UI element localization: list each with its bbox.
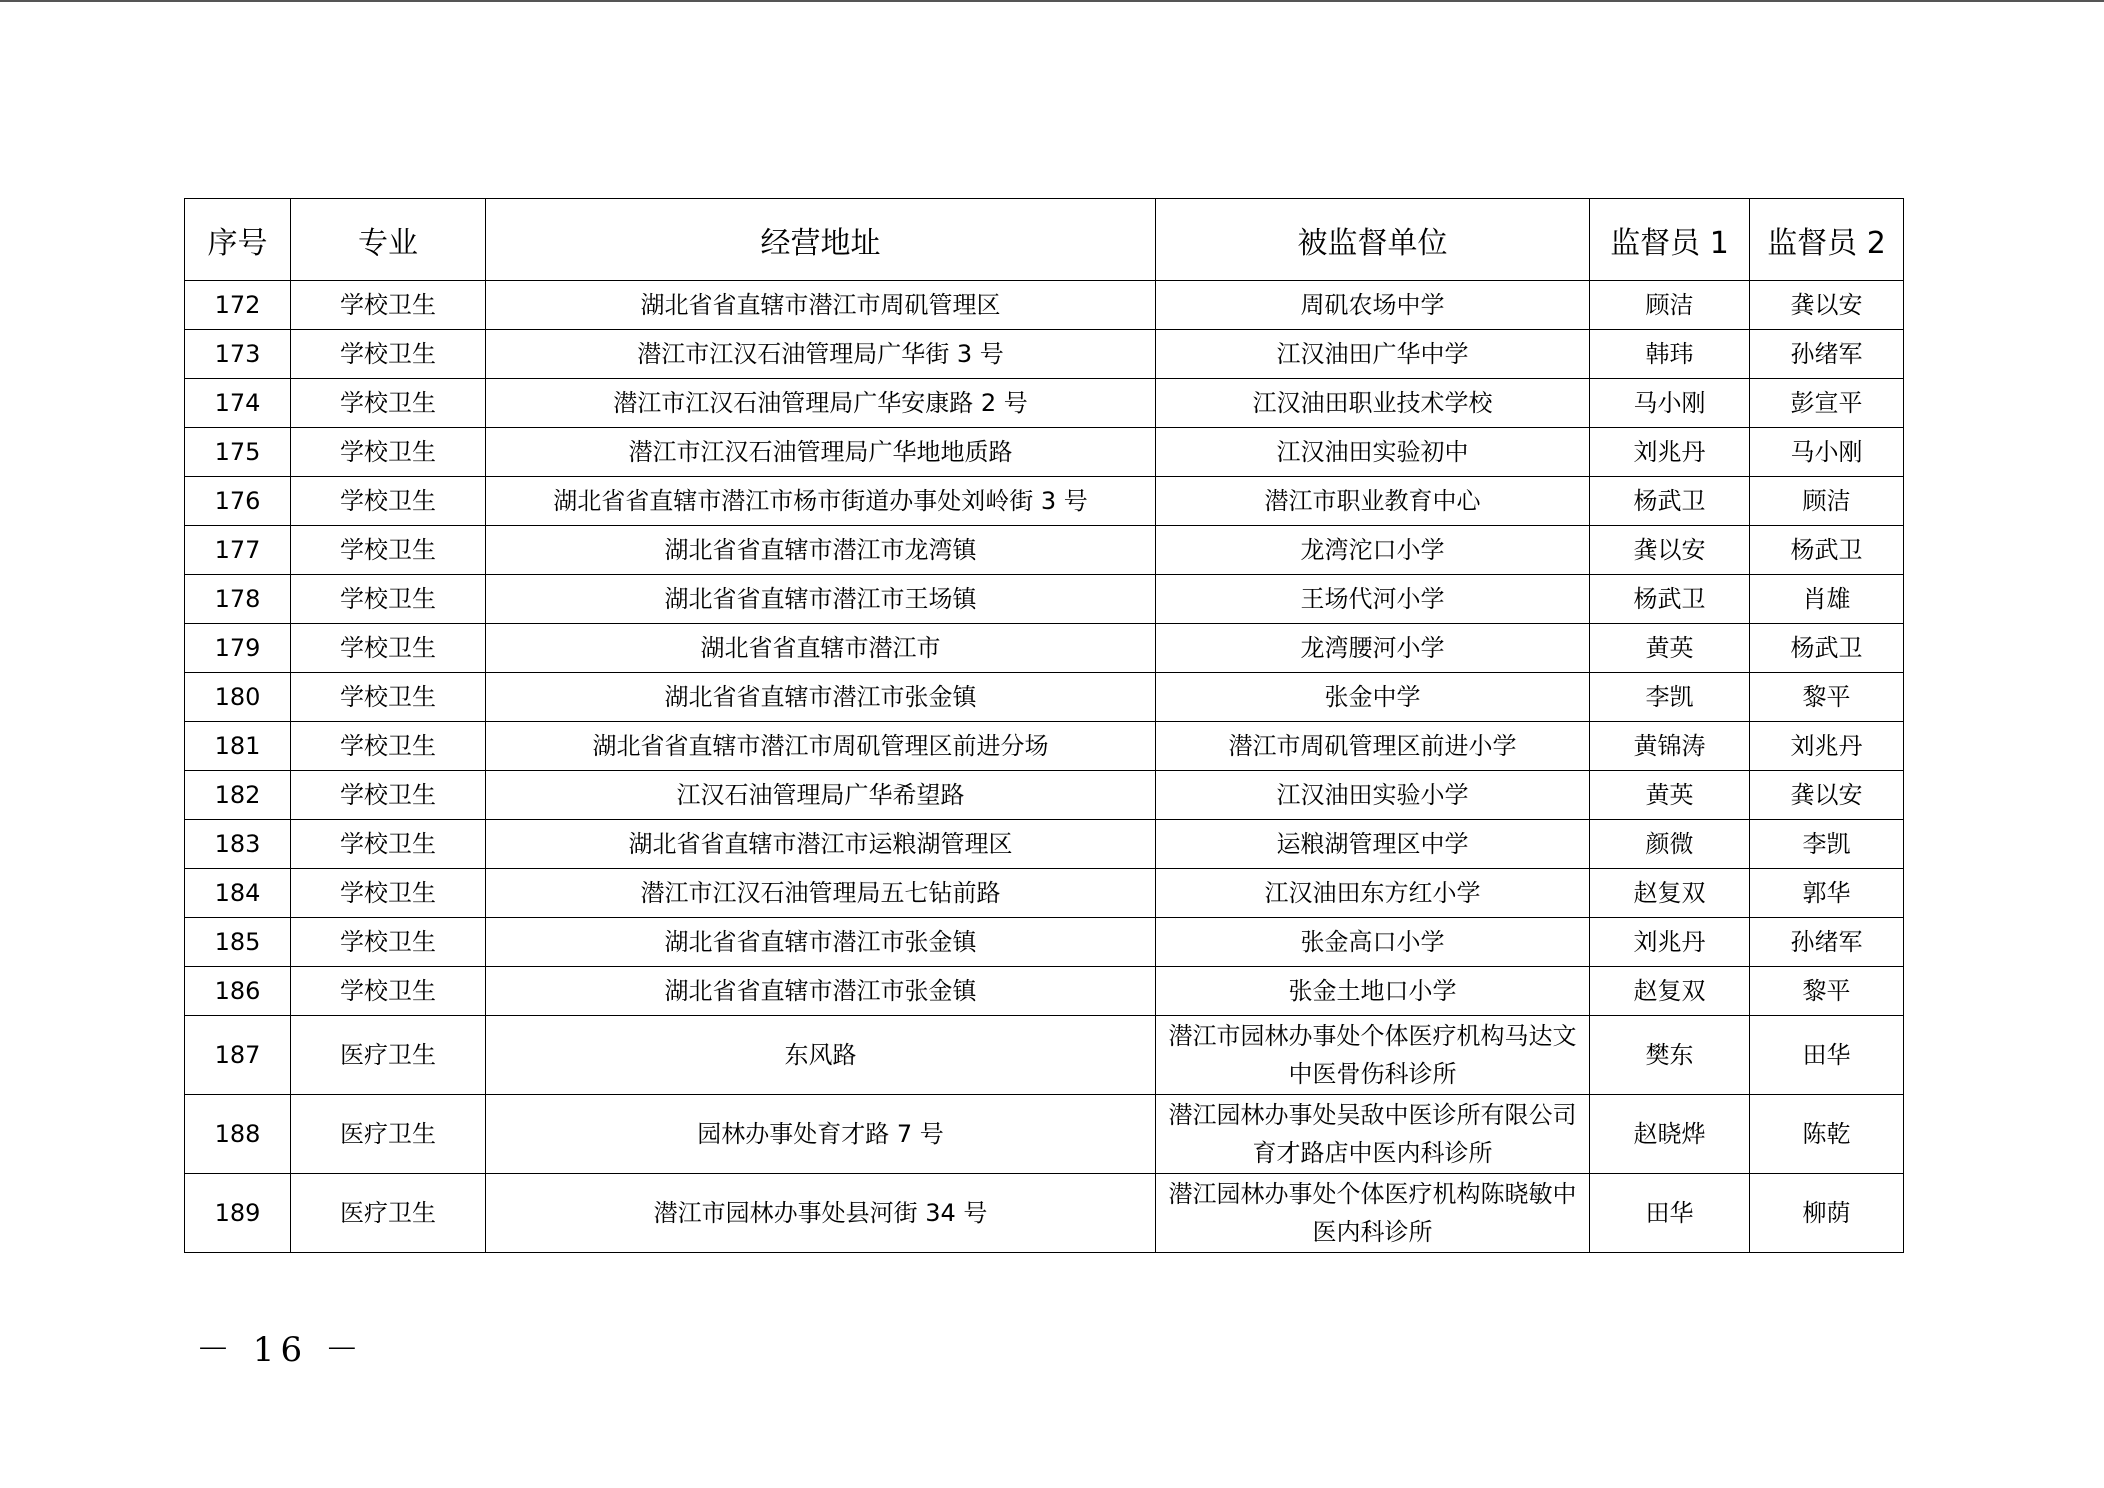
cell-index: 179 [185,624,291,673]
cell-inspector-1: 黄锦涛 [1590,722,1750,771]
table-row [185,820,1904,869]
cell-address: 潜江市江汉石油管理局广华地地质路 [486,428,1156,477]
cell-specialty: 学校卫生 [291,379,486,428]
header-specialty: 专业 [291,199,486,281]
cell-inspector-2: 黎平 [1750,673,1904,722]
cell-inspector-2: 孙绪军 [1750,330,1904,379]
cell-unit: 江汉油田广华中学 [1156,330,1590,379]
cell-index: 175 [185,428,291,477]
cell-index: 184 [185,869,291,918]
cell-unit: 龙湾沱口小学 [1156,526,1590,575]
cell-unit: 江汉油田职业技术学校 [1156,379,1590,428]
supervision-table [184,198,1904,1253]
cell-inspector-2: 孙绪军 [1750,918,1904,967]
cell-index: 181 [185,722,291,771]
cell-address: 湖北省省直辖市潜江市 [486,624,1156,673]
cell-inspector-1: 田华 [1590,1174,1750,1253]
table-header-row [185,199,1904,281]
cell-specialty: 学校卫生 [291,820,486,869]
cell-inspector-2: 郭华 [1750,869,1904,918]
cell-inspector-2: 柳荫 [1750,1174,1904,1253]
cell-inspector-1: 樊东 [1590,1016,1750,1095]
cell-index: 187 [185,1016,291,1095]
cell-inspector-1: 赵复双 [1590,869,1750,918]
cell-unit: 江汉油田实验初中 [1156,428,1590,477]
cell-specialty: 学校卫生 [291,330,486,379]
table-row [185,330,1904,379]
table-row [185,624,1904,673]
cell-address: 湖北省省直辖市潜江市龙湾镇 [486,526,1156,575]
cell-address: 潜江市江汉石油管理局广华街 3 号 [486,330,1156,379]
cell-index: 173 [185,330,291,379]
cell-unit: 张金土地口小学 [1156,967,1590,1016]
cell-inspector-1: 龚以安 [1590,526,1750,575]
table-row [185,869,1904,918]
cell-index: 186 [185,967,291,1016]
page-top-border [0,0,2104,2]
cell-index: 182 [185,771,291,820]
cell-unit: 张金中学 [1156,673,1590,722]
cell-unit: 王场代河小学 [1156,575,1590,624]
table-row [185,1095,1904,1174]
cell-unit: 周矶农场中学 [1156,281,1590,330]
cell-address: 湖北省省直辖市潜江市王场镇 [486,575,1156,624]
cell-inspector-2: 杨武卫 [1750,526,1904,575]
table-body [185,281,1904,1253]
cell-inspector-1: 颜微 [1590,820,1750,869]
cell-inspector-2: 彭宣平 [1750,379,1904,428]
cell-specialty: 学校卫生 [291,477,486,526]
cell-inspector-2: 顾洁 [1750,477,1904,526]
cell-address: 湖北省省直辖市潜江市张金镇 [486,673,1156,722]
cell-address: 湖北省省直辖市潜江市运粮湖管理区 [486,820,1156,869]
table-row [185,1174,1904,1253]
cell-index: 189 [185,1174,291,1253]
table-row [185,1016,1904,1095]
cell-address: 潜江市园林办事处县河街 34 号 [486,1174,1156,1253]
cell-unit: 潜江市园林办事处个体医疗机构马达文中医骨伤科诊所 [1156,1016,1590,1095]
table-row [185,771,1904,820]
cell-inspector-2: 田华 [1750,1016,1904,1095]
cell-unit: 运粮湖管理区中学 [1156,820,1590,869]
cell-address: 湖北省省直辖市潜江市张金镇 [486,918,1156,967]
cell-index: 188 [185,1095,291,1174]
cell-specialty: 学校卫生 [291,918,486,967]
cell-address: 潜江市江汉石油管理局五七钻前路 [486,869,1156,918]
cell-inspector-2: 陈乾 [1750,1095,1904,1174]
header-inspector-1: 监督员 1 [1590,199,1750,281]
cell-address: 湖北省省直辖市潜江市周矶管理区前进分场 [486,722,1156,771]
cell-inspector-1: 黄英 [1590,624,1750,673]
cell-specialty: 学校卫生 [291,771,486,820]
cell-inspector-2: 马小刚 [1750,428,1904,477]
cell-inspector-1: 韩玮 [1590,330,1750,379]
cell-index: 174 [185,379,291,428]
cell-specialty: 医疗卫生 [291,1095,486,1174]
cell-inspector-1: 刘兆丹 [1590,918,1750,967]
table-row [185,673,1904,722]
cell-index: 183 [185,820,291,869]
page-number: － 16 － [196,1330,365,1370]
table-row [185,477,1904,526]
cell-inspector-1: 刘兆丹 [1590,428,1750,477]
cell-specialty: 医疗卫生 [291,1174,486,1253]
cell-index: 180 [185,673,291,722]
table-row [185,575,1904,624]
cell-address: 潜江市江汉石油管理局广华安康路 2 号 [486,379,1156,428]
cell-specialty: 学校卫生 [291,281,486,330]
table-row [185,428,1904,477]
cell-index: 176 [185,477,291,526]
cell-specialty: 学校卫生 [291,575,486,624]
cell-address: 湖北省省直辖市潜江市张金镇 [486,967,1156,1016]
cell-specialty: 学校卫生 [291,673,486,722]
cell-inspector-2: 杨武卫 [1750,624,1904,673]
header-address: 经营地址 [486,199,1156,281]
cell-index: 185 [185,918,291,967]
cell-address: 江汉石油管理局广华希望路 [486,771,1156,820]
table-row [185,281,1904,330]
cell-specialty: 学校卫生 [291,967,486,1016]
cell-inspector-1: 赵复双 [1590,967,1750,1016]
cell-inspector-2: 龚以安 [1750,281,1904,330]
cell-inspector-1: 赵晓烨 [1590,1095,1750,1174]
cell-unit: 潜江市周矶管理区前进小学 [1156,722,1590,771]
cell-inspector-2: 刘兆丹 [1750,722,1904,771]
cell-inspector-2: 李凯 [1750,820,1904,869]
cell-unit: 潜江市职业教育中心 [1156,477,1590,526]
cell-unit: 潜江园林办事处个体医疗机构陈晓敏中医内科诊所 [1156,1174,1590,1253]
cell-specialty: 学校卫生 [291,869,486,918]
cell-specialty: 学校卫生 [291,526,486,575]
cell-address: 湖北省省直辖市潜江市杨市街道办事处刘岭街 3 号 [486,477,1156,526]
table-row [185,379,1904,428]
header-inspector-2: 监督员 2 [1750,199,1904,281]
cell-specialty: 学校卫生 [291,624,486,673]
cell-inspector-1: 杨武卫 [1590,477,1750,526]
cell-inspector-2: 龚以安 [1750,771,1904,820]
cell-index: 178 [185,575,291,624]
table-row [185,526,1904,575]
table-row [185,918,1904,967]
cell-inspector-1: 黄英 [1590,771,1750,820]
cell-specialty: 医疗卫生 [291,1016,486,1095]
cell-inspector-2: 肖雄 [1750,575,1904,624]
cell-index: 177 [185,526,291,575]
header-index: 序号 [185,199,291,281]
header-unit: 被监督单位 [1156,199,1590,281]
cell-unit: 潜江园林办事处吴敌中医诊所有限公司育才路店中医内科诊所 [1156,1095,1590,1174]
cell-address: 湖北省省直辖市潜江市周矶管理区 [486,281,1156,330]
cell-inspector-1: 顾洁 [1590,281,1750,330]
cell-inspector-1: 马小刚 [1590,379,1750,428]
cell-inspector-1: 李凯 [1590,673,1750,722]
cell-index: 172 [185,281,291,330]
cell-specialty: 学校卫生 [291,722,486,771]
cell-address: 东风路 [486,1016,1156,1095]
table-row [185,722,1904,771]
table-row [185,967,1904,1016]
cell-unit: 江汉油田实验小学 [1156,771,1590,820]
cell-unit: 张金高口小学 [1156,918,1590,967]
cell-inspector-2: 黎平 [1750,967,1904,1016]
cell-unit: 江汉油田东方红小学 [1156,869,1590,918]
cell-inspector-1: 杨武卫 [1590,575,1750,624]
cell-specialty: 学校卫生 [291,428,486,477]
cell-address: 园林办事处育才路 7 号 [486,1095,1156,1174]
cell-unit: 龙湾腰河小学 [1156,624,1590,673]
